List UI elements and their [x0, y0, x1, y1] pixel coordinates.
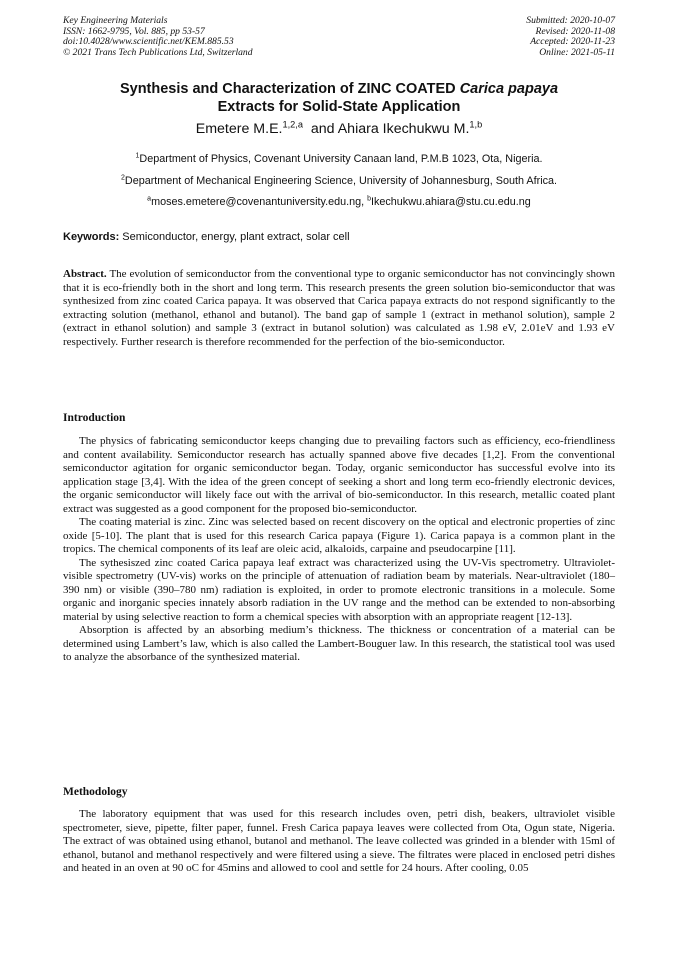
affiliation-1-mark: 1	[135, 152, 140, 160]
author-2-affil: 1,b	[469, 119, 483, 130]
methodology-heading: Methodology	[63, 786, 128, 798]
paper-title	[60, 80, 618, 116]
email-a[interactable]: moses.emetere@covenantuniversity.edu.ng,	[151, 196, 368, 208]
abstract-text: The evolution of semiconductor from the conventional type to organic semiconductor has not convincingly shown that it is eco-friendly both in the short and long term. This research presents the green solution bio-semiconductor that was synthesized from zinc coated Carica papaya. It was observed that Carica papaya extracts do not respond significantly to the extracting solution (methanol, ethanol and butanol). The band gap of sample 1 (extract in methanol solution), sample 2 (extract in ethanol solution) and sample 3 (extract in butanol solution) was calculated as 1.98 eV, 2.01eV and 1.93 eV respectively. Further research is therefore recommended for the perfection of the bio-semiconductor.	[63, 268, 615, 348]
abstract-label: Abstract.	[63, 268, 107, 280]
journal-doi: doi:10.4028/www.scientific.net/KEM.885.53	[63, 36, 234, 48]
methodology-body	[63, 808, 615, 876]
keywords-label: Keywords:	[63, 231, 120, 243]
intro-paragraph-2: The coating material is zinc. Zinc was selected based on recent discovery on the optical and electronic properties of zinc oxide [5-10]. The plant that is used for this research Carica papaya (Figure 1). Carica papaya is a common plant in the tropics. The chemical components of its leaf are oleic acid, alkaloids, carpaine and pseudocarpine [11].	[63, 516, 615, 555]
intro-paragraph-4: Absorption is affected by an absorbing medium’s thickness. The thickness or concentration of a material can be determined using Lambert’s law, which is also called the Lambert-Bouguer law. In this research, the statistical tool was used to analyze the absorbance of the synthesized material.	[63, 624, 615, 663]
journal-issn: ISSN: 1662-9795, Vol. 885, pp 53-57	[63, 25, 205, 37]
date-submitted: Submitted: 2020-10-07	[526, 15, 615, 26]
author-1: Emetere M.E.	[195, 121, 283, 137]
author-2: and Ahiara Ikechukwu M.	[303, 121, 470, 137]
date-accepted: Accepted: 2020-11-23	[530, 36, 615, 48]
email-b[interactable]: Ikechukwu.ahiara@stu.cu.edu.ng	[371, 196, 531, 208]
author-emails	[40, 196, 638, 208]
title-line1: Synthesis and Characterization of ZINC COATED	[119, 81, 460, 97]
introduction-body	[63, 435, 615, 665]
date-revised: Revised: 2020-11-08	[535, 25, 615, 37]
keywords-text: Semiconductor, energy, plant extract, solar cell	[119, 231, 350, 243]
journal-name: Key Engineering Materials	[63, 15, 168, 26]
date-online: Online: 2021-05-11	[539, 46, 615, 58]
affiliation-1-text: Department of Physics, Covenant University Canaan land, P.M.B 1023, Ota, Nigeria.	[139, 153, 543, 165]
intro-paragraph-1: The physics of fabricating semiconductor keeps changing due to prevailing factors such as efficiency, eco-friendliness and content availability. Semiconductor research has actually spanned above five decades [1,2]. From the conventional semiconductor agitation for organic semiconductor began. Today, organic semiconductor has successful evolve into its application stage [3,4]. With the idea of the green concept of seeking a short and long term eco-friendly electronic devices, the organic semiconductor will likely face out with the arrival of bio-semiconductor. In this research, metallic coated plant extract was suggested as a good component for the proposed bio-semiconductor.	[63, 435, 615, 515]
email-b-mark: b	[367, 195, 371, 203]
journal-header-right	[526, 16, 615, 58]
email-a-mark: a	[147, 195, 152, 203]
affiliation-2-text: Department of Mechanical Engineering Science, University of Johannesburg, South Africa.	[124, 175, 558, 187]
introduction-heading: Introduction	[63, 412, 126, 424]
author-list	[60, 121, 618, 137]
method-paragraph-1: The laboratory equipment that was used for this research includes oven, petri dish, beakers, ultraviolet visible spectrometer, sieve, pipette, filter paper, funnel. Fresh Carica papaya leaves were collected from Ota, Ogun state, Nigeria. The extract of was obtained using ethanol, butanol and methanol. The leave collected was grinded in a blender with 15ml of ethanol, butanol and methanol respectively and were filtered using a sieve. The filtrates were placed in enclosed petri dishes and heated in an oven at 90 oC for 45mins and allowed to cool and settle for 24 hours. After cooling, 0.05	[63, 808, 615, 874]
affiliation-2	[40, 175, 638, 187]
abstract	[63, 268, 615, 349]
affiliation-1	[40, 153, 638, 165]
keywords	[63, 231, 350, 243]
affiliation-2-mark: 2	[120, 174, 125, 182]
author-1-affil: 1,2,a	[282, 119, 303, 130]
title-line2: Extracts for Solid-State Application	[217, 99, 461, 115]
title-species: Carica papaya	[459, 81, 559, 97]
intro-paragraph-3: The sythesiszed zinc coated Carica papaya leaf extract was characterized using the UV-Vis spectrometry. Ultraviolet-visible spectrometry (UV-vis) works on the principle of attenuation of radiation beam by materials. Near-ultraviolet (180–390 nm) or visible (390–780 nm) radiation is exploited, in order to promote electronic transitions in a molecule. Some organic and inorganic species innately absorb radiation in the UV range and the method can be extended to non-absorbing material by using selective reaction to form a chemical species with absorption with an appropriate reagent [12-13].	[63, 556, 615, 623]
journal-copyright: © 2021 Trans Tech Publications Ltd, Switzerland	[63, 46, 253, 58]
journal-header-left	[63, 16, 253, 58]
